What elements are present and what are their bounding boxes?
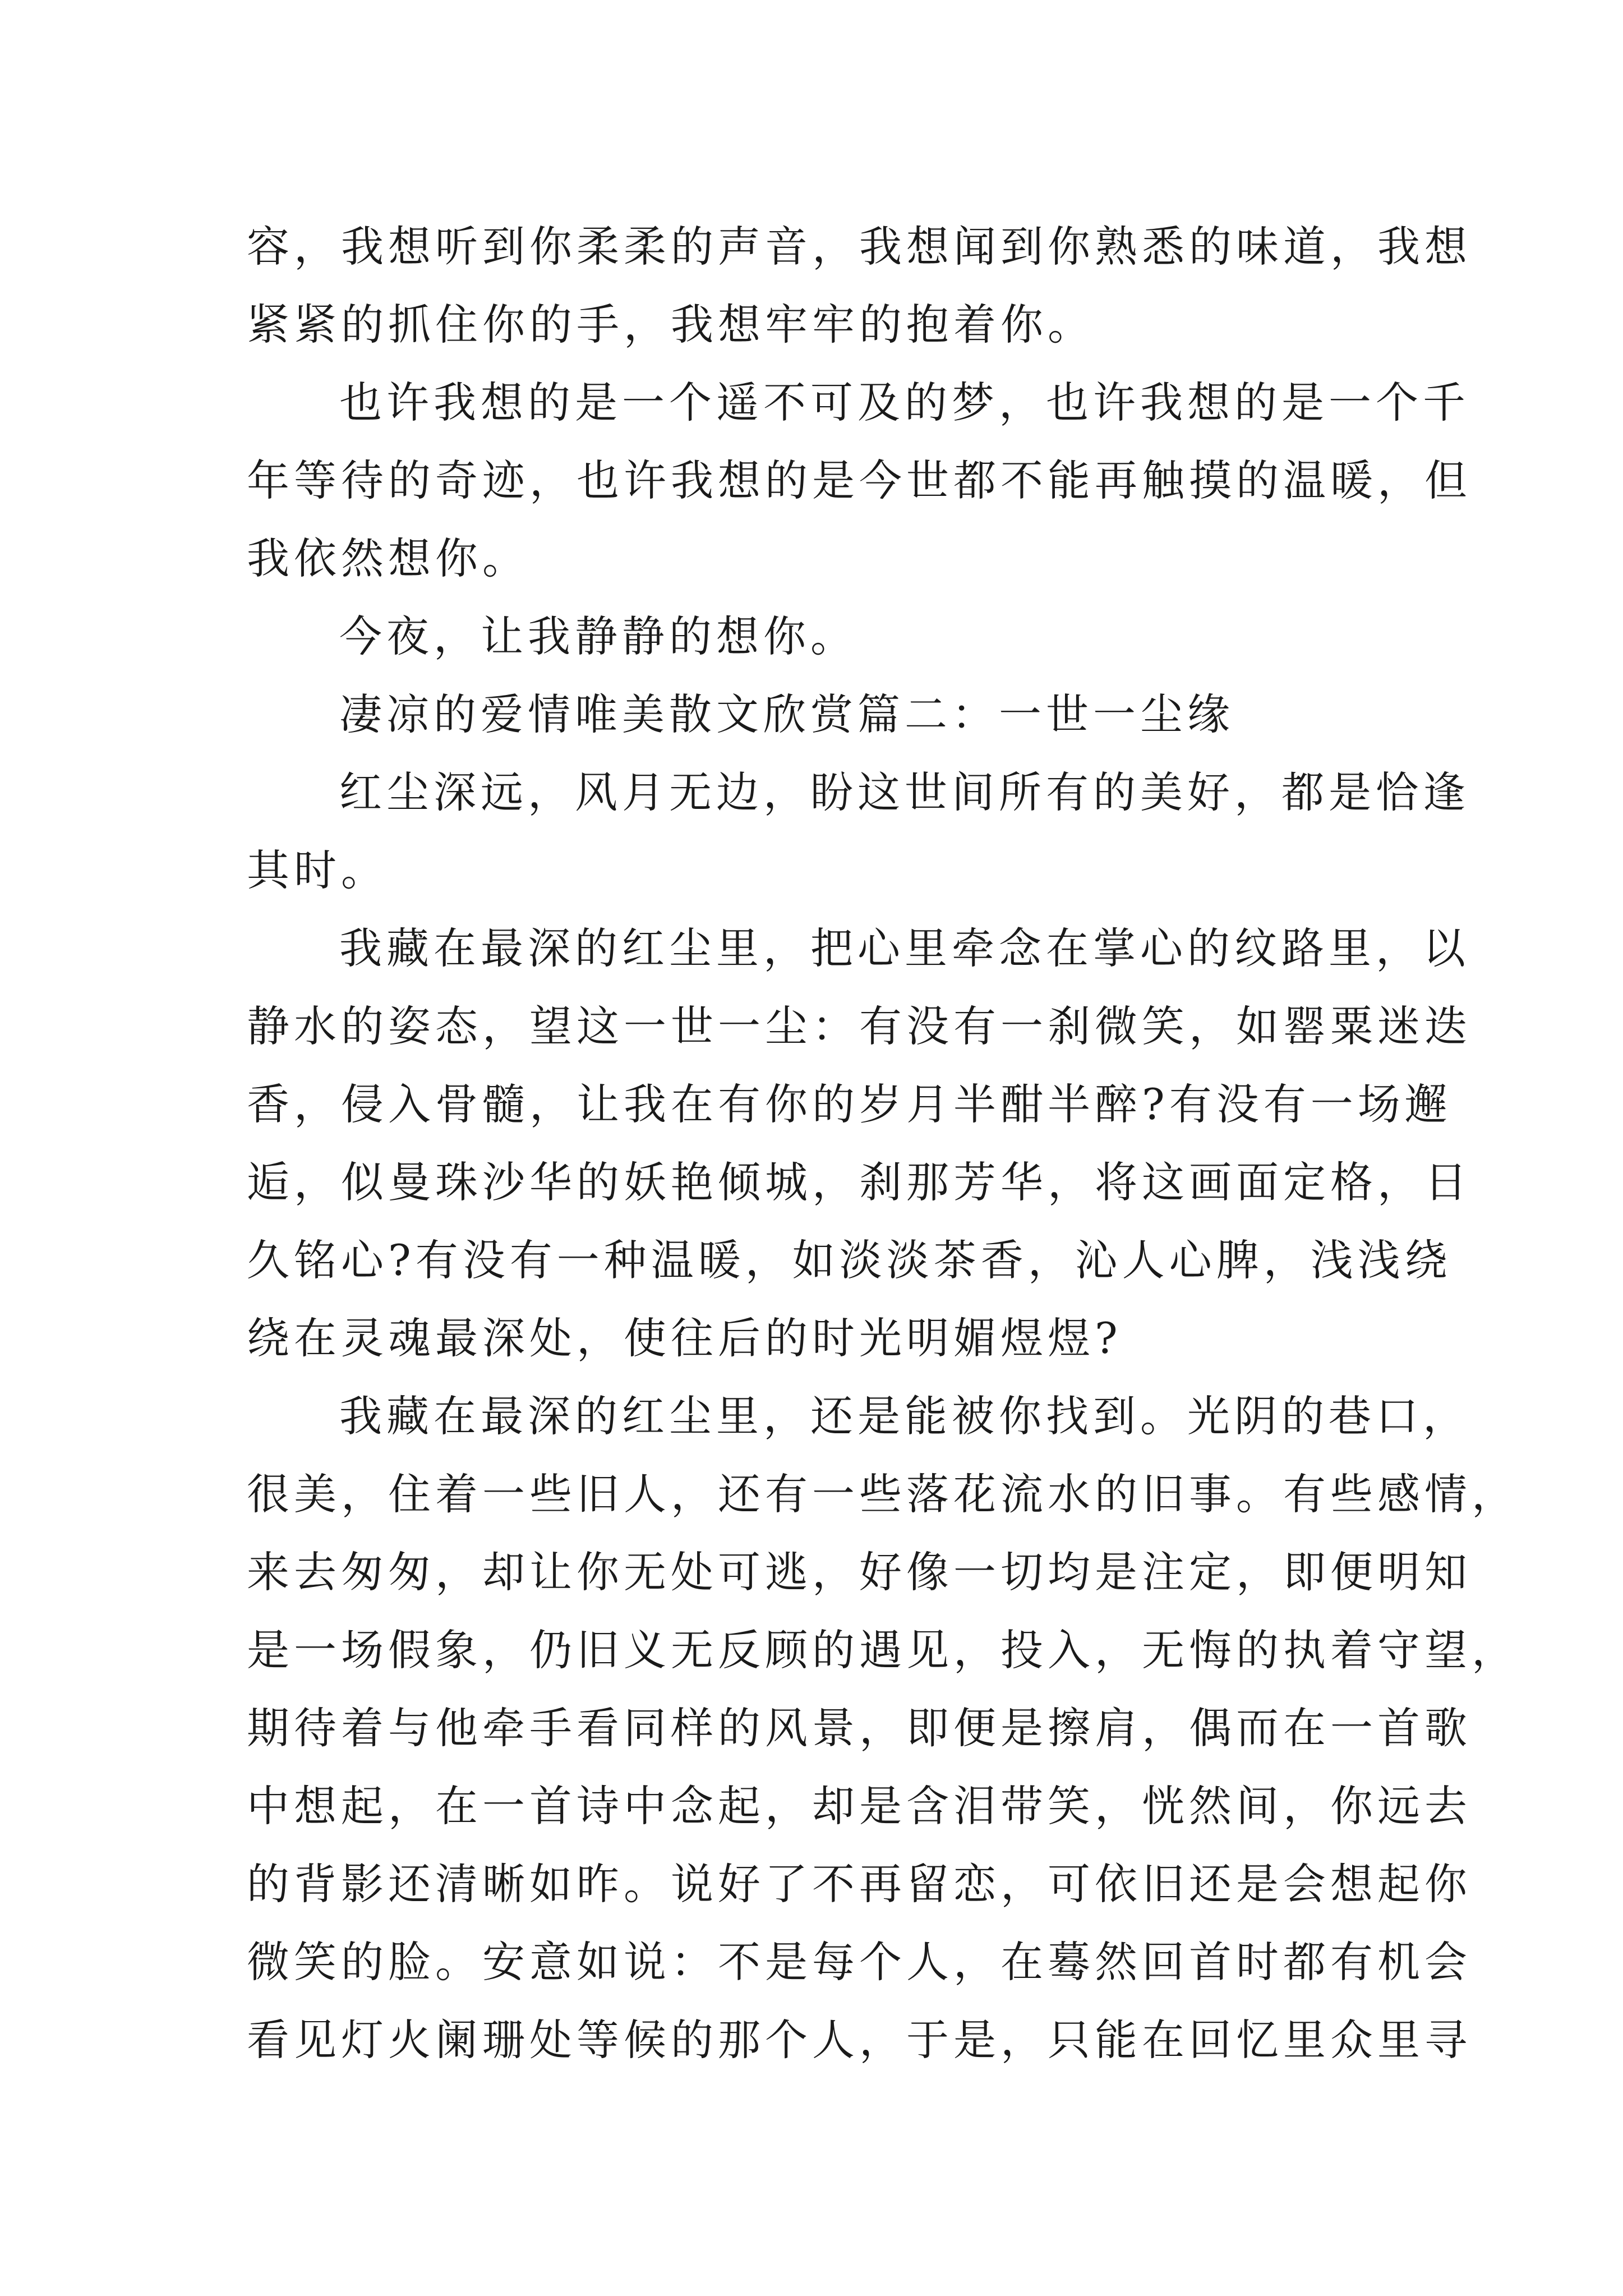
text-line: 很美，住着一些旧人，还有一些落花流水的旧事。有些感情， [247,1469,1519,1519]
paragraph-start-line: 也许我想的是一个遥不可及的梦，也许我想的是一个千 [339,378,1470,427]
paragraph-start-line: 红尘深远，风月无边，盼这世间所有的美好，都是恰逢 [339,767,1470,817]
text-line: 年等待的奇迹，也许我想的是今世都不能再触摸的温暖，但 [247,455,1472,505]
text-line: 看见灯火阑珊处等候的那个人，于是，只能在回忆里众里寻 [247,2015,1472,2065]
text-line: 其时。 [247,845,388,895]
paragraph-start-line: 我藏在最深的红尘里，还是能被你找到。光阴的巷口， [339,1391,1470,1441]
text-line: 香，侵入骨髓，让我在有你的岁月半酣半醉?有没有一场邂 [247,1079,1452,1129]
text-line: 我依然想你。 [247,533,529,583]
section-heading: 凄凉的爱情唯美散文欣赏篇二：一世一尘缘 [339,689,1234,739]
text-line: 绕在灵魂最深处，使往后的时光明媚煜煜? [247,1313,1122,1363]
text-line: 中想起，在一首诗中念起，却是含泪带笑，恍然间，你远去 [247,1781,1472,1831]
text-line: 期待着与他牵手看同样的风景，即便是擦肩，偶而在一首歌 [247,1703,1472,1753]
text-line: 来去匆匆，却让你无处可逃，好像一切均是注定，即便明知 [247,1547,1472,1597]
text-line: 久铭心?有没有一种温暖，如淡淡茶香，沁人心脾，浅浅绕 [247,1235,1452,1285]
text-line: 容，我想听到你柔柔的声音，我想闻到你熟悉的味道，我想 [247,222,1472,272]
text-line: 是一场假象，仍旧义无反顾的遇见，投入，无悔的执着守望， [247,1625,1519,1675]
text-line: 微笑的脸。安意如说：不是每个人，在蓦然回首时都有机会 [247,1937,1472,1987]
paragraph-start-line: 我藏在最深的红尘里，把心里牵念在掌心的纹路里，以 [339,923,1470,973]
text-line: 静水的姿态，望这一世一尘：有没有一刹微笑，如罂粟迷迭 [247,1001,1472,1051]
text-line: 逅，似曼珠沙华的妖艳倾城，刹那芳华，将这画面定格，日 [247,1157,1472,1207]
paragraph-start-line: 今夜，让我静静的想你。 [339,611,857,661]
text-line: 紧紧的抓住你的手，我想牢牢的抱着你。 [247,300,1095,349]
document-body [247,208,1519,2079]
text-line: 的背影还清晰如昨。说好了不再留恋，可依旧还是会想起你 [247,1859,1472,1909]
